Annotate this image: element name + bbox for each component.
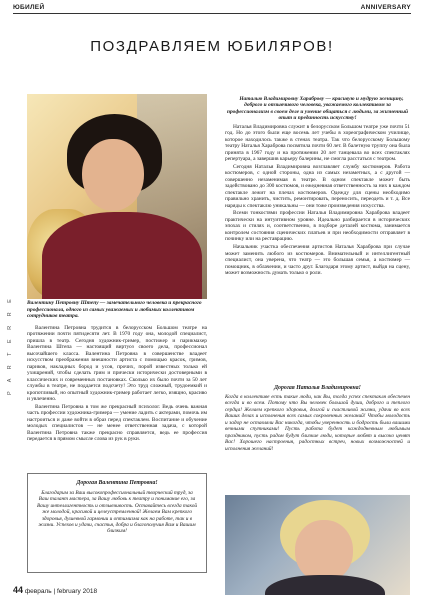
article-valentina [27, 325, 207, 444]
magazine-brand-vertical: P A R T E R R E [7, 295, 13, 395]
article-paragraph: Валентина Петровна трудится в белорусском Большом театре на протяжении почти пятидесяти лет. В 1970 году она, молодой специалист, пришла в театр. Сегодня художник-гример, постижер и парикмахер Валентина Штепа — настоящий виртуоз своего дела, профессионал высочайшего класса. Валентина Петровна в совершенстве владеет искусством преображения внешности артиста с помощью красок, гримов, париков, накладных бород и усов, прочих, порой известных только ей ухищрений, чтобы сделать грим и прически исторически достоверными в классических и современных постановках. Сколько их было почти за 50 лет службы в театре, не поддается подсчету! Это труд сложный, трудоемкий и кропотливый, но опытный художник-гример работает легко, изящно, красиво и увлеченно. [27, 325, 207, 402]
greeting-title: Дорогая Валентина Петровна! [76, 480, 158, 486]
page-number: 44 [13, 585, 24, 595]
header-divider [13, 13, 411, 14]
portrait-body [42, 212, 202, 299]
greeting-text-natalia: Когда в коллективе есть такие люди, как Вы, тогда успех спектакля обеспечен всегда и во всем. Потому что Вы человек большой души, доброго и теплого сердца! Желаем крепкого здоровья, долгой и счастливой жизни, удачи во всех Ваших делах и исполнения всех самых сокровенных желаний! Чтобы молодость и задор не оставляли Вас никогда, чтобы уверенность и бодрость были вашими вечными спутниками! Пусть работа будет каждодневным любимым праздником, пусть радом будут близкие люди, которые любят и высоко ценят Вас! Хорошего настроения, радостных встреч, новых возможностей и исполнения желаний! [225, 394, 410, 452]
article-paragraph: Всеми тонкостями профессии Наталья Владимировна Хараброва владеет практически на интуитивном уровне. Идеально разбирается в исторических эпохах и стилях и, соответственно, в подборе деталей костюма, занимается контролем состояния сценических платьев и при необходимости отправляет в починку или на реставрацию. [225, 210, 410, 243]
article-paragraph: Начальник участка обеспечения артистов Наталья Хараброва при случае может заменить любого из костюмеров. Внимательный и интеллигентный специалист, она уверена, что театр — это большая семья, а костюмер — помощник, в облачении, и часто друг. Благодаря этому артист, выйдя на сцену, может возможность думать только о роли. [225, 244, 410, 276]
article-paragraph: Валентина Петровна в том же прекрасный психолог. Ведь очень важная часть профессии художника-гримера — умение ладить с актерами, помочь им настроиться и даже войти в образ перед спектаклем. Воспитание и обучение молодых специалистов — не менее ответственная задача, с которой Валентина Петровна также прекрасно справляется, ведь ее профессия передается в прямом смысле слова из рук в руки. [27, 403, 207, 443]
portrait-photo-natalia [225, 495, 410, 595]
article-natalia [225, 96, 410, 278]
photo-caption-valentina: Валентину Петровну Штепу — замечательного человека и прекрасного профессионала, одного из самых уважаемых и любимых коллективом сотрудников театра. [27, 300, 202, 320]
portrait-face [82, 139, 144, 211]
portrait-face [295, 520, 353, 582]
page-title: ПОЗДРАВЛЯЕМ ЮБИЛЯРОВ! [90, 38, 334, 55]
article-lead: Наталью Владимировну Хараброву — красивую и мудрую женщину, доброго и отзывчивого человека, уважаемого коллективом за профессионализм в своем деле и умение общаться с людьми, за жизненный опыт и преданность искусству! [226, 96, 409, 122]
issue-date: февраль | february 2018 [24, 588, 98, 595]
page-footer [13, 585, 97, 595]
article-paragraph: Сегодня Наталья Владимировна возглавляет службу костюмеров. Работа костюмеров, с одной стороны, одна из самых незаметных, а с другой — совершенно незаменимая в театре. В одном спектакле может быть задействовано до 300 костюмов, и ежедневная ответственность за них в каждом спектакле лежит на плечах костюмеров. Одежду для сцены необходимо правильно хранить, чистить, ремонтировать, переносить, переодеть и т. д. Все наряды к спектаклю уникальны — они тоже произведения искусства. [225, 163, 410, 209]
greeting-title-natalia: Дорогая Наталья Владимировна! [274, 385, 361, 391]
greeting-box-valentina [27, 473, 207, 573]
section-label-en: ANNIVERSARY [360, 4, 411, 11]
section-label: ЮБИЛЕЙ [13, 4, 45, 11]
article-paragraph: Наталья Владимировна служит в белорусском Большом театре уже почти 51 год. Но до этого были еще восемь лет учебы в хореографическом училище, которое находилось также в стенах театра. Так что белорусскому Большому театру Наталья Хараброва посвятила почти 60 лет. В балетную труппу она была принята в 1967 году и на протяжении 20 лет танцевала во всех спектаклях репертуара, а завершив карьеру балерины, не смогла расстаться с театром. [225, 123, 410, 163]
greeting-text: Благодарим за Ваш высокопрофессиональный творческий труд, за Ваш талант мастера, за Вашу любовь к театру и понимание его, за Вашу интеллигентность и отзывчивость. Оставайтесь всегда такой же молодой, красивой и целеустремленной! Желаем Вам крепкого здоровья, душевной гармонии и оптимизма как на работе, так и в жизни. Успехов и удачи, счастья, добра и благополучия Вам и Вашим близким! [36, 490, 198, 535]
portrait-photo-valentina [27, 94, 207, 299]
portrait-body [265, 575, 385, 595]
